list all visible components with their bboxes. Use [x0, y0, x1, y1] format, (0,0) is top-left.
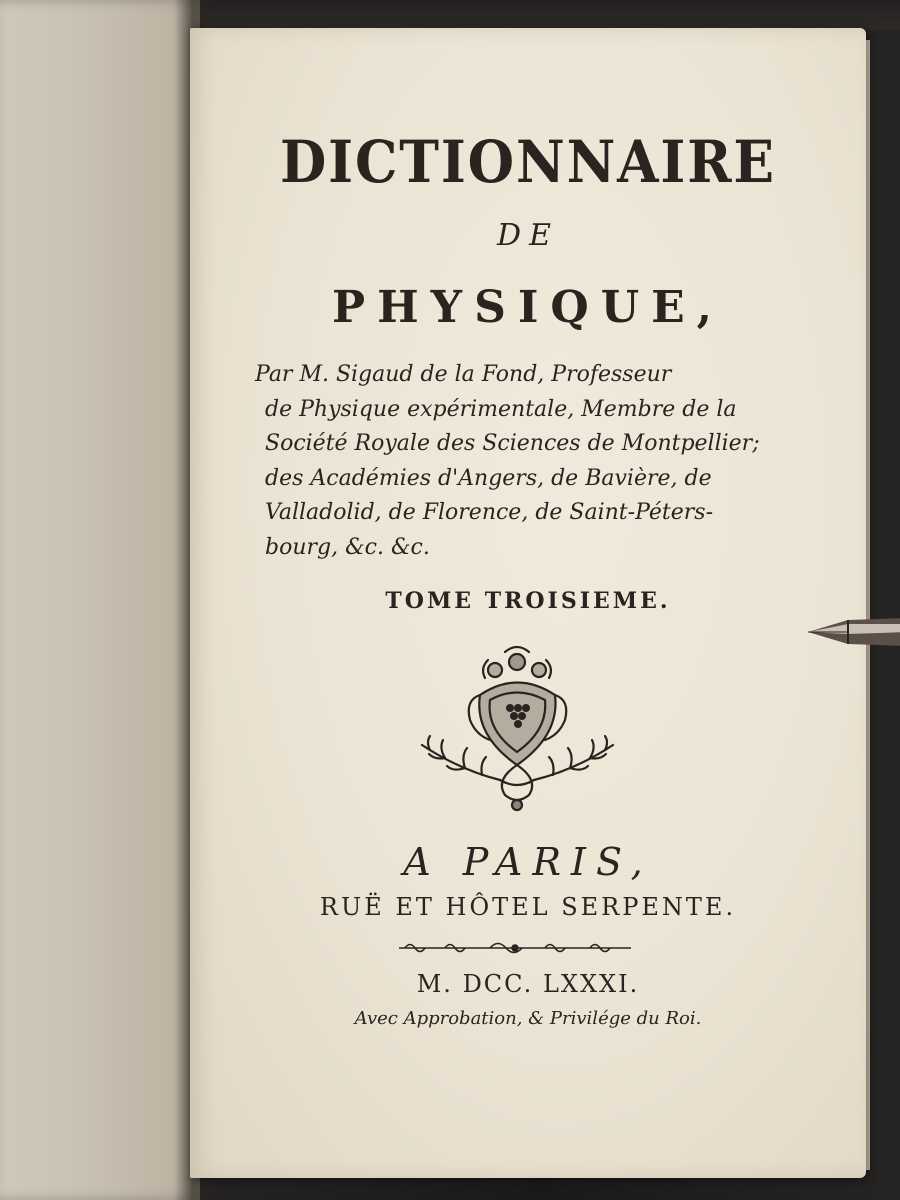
- byline-line: bourg, &c. &c.: [265, 534, 430, 560]
- author-byline: [255, 358, 815, 565]
- left-endpaper: [0, 0, 200, 1200]
- imprint-city: A PARIS,: [403, 840, 653, 884]
- byline-line: Valladolid, de Florence, de Saint-Péters-: [265, 500, 714, 525]
- byline-line: de Physique expérimentale, Membre de la: [265, 396, 737, 422]
- royal-privilege: Avec Approbation, & Privilége du Roi.: [354, 1008, 702, 1029]
- ornamental-rule-icon: [395, 938, 635, 958]
- imprint-year: M. DCC. LXXXI.: [416, 970, 640, 998]
- byline-line: des Académies d'Angers, de Bavière, de: [265, 465, 712, 491]
- background-cloth: [170, 0, 900, 30]
- byline-line: Par M. Sigaud de la Fond, Professeur: [255, 362, 672, 387]
- title-connector: DE: [497, 218, 559, 253]
- imprint-address: RUË ET HÔTEL SERPENTE.: [319, 893, 737, 921]
- floral-shield-ornament-icon: [410, 640, 625, 815]
- pen-nib-icon: [808, 612, 900, 652]
- volume-label: TOME TROISIEME.: [385, 588, 671, 614]
- byline-line: Société Royale des Sciences de Montpellier;: [265, 431, 760, 456]
- book-subject: PHYSIQUE,: [332, 282, 724, 333]
- book-title: DICTIONNAIRE: [280, 128, 776, 196]
